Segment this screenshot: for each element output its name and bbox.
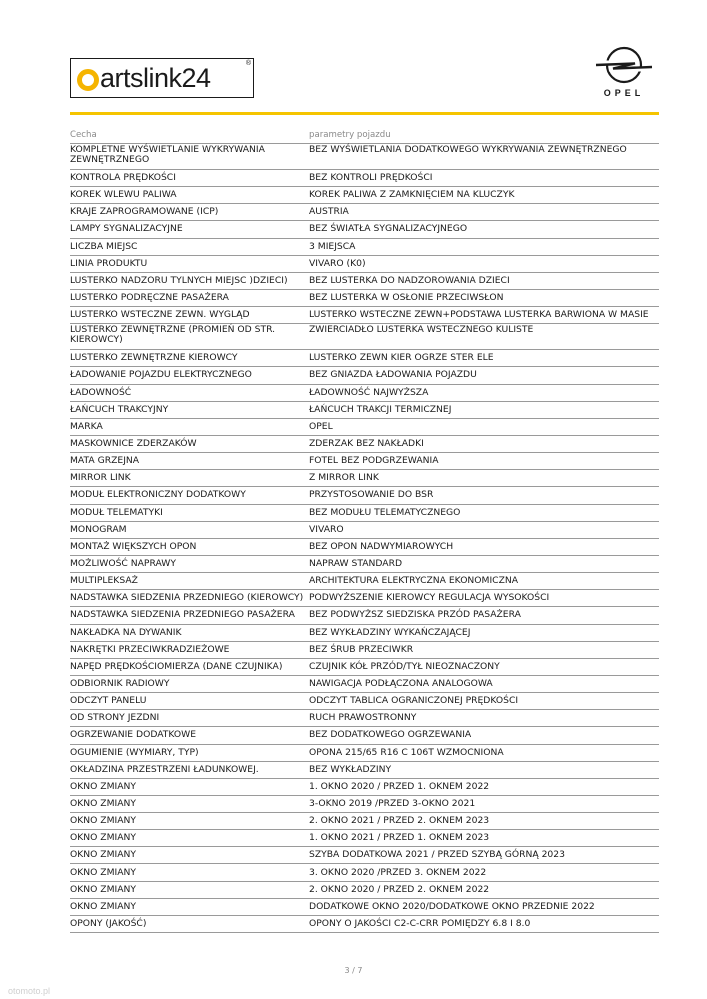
feature-cell: NADSTAWKA SIEDZENIA PRZEDNIEGO PASAŻERA bbox=[70, 609, 295, 621]
value-cell: BEZ GNIAZDA ŁADOWANIA POJAZDU bbox=[309, 369, 477, 381]
table-row bbox=[70, 367, 659, 384]
feature-cell: OKŁADZINA PRZESTRZENI ŁADUNKOWEJ. bbox=[70, 763, 259, 775]
feature-cell: LUSTERKO ZEWNĘTRZNE KIEROWCY bbox=[70, 352, 238, 364]
feature-cell: OKNO ZMIANY bbox=[70, 815, 136, 827]
value-cell: 1. OKNO 2020 / PRZED 1. OKNEM 2022 bbox=[309, 780, 490, 792]
table-row bbox=[70, 590, 659, 607]
feature-cell: OKNO ZMIANY bbox=[70, 832, 136, 844]
feature-cell: NAKŁADKA NA DYWANIK bbox=[70, 626, 182, 638]
table-row bbox=[70, 916, 659, 933]
table-row bbox=[70, 642, 659, 659]
watermark: otomoto.pl bbox=[8, 986, 51, 996]
value-cell: NAWIGACJA PODŁĄCZONA ANALOGOWA bbox=[309, 678, 493, 689]
value-cell: NAPRAW STANDARD bbox=[309, 558, 403, 570]
table-row bbox=[70, 676, 659, 693]
table-row bbox=[70, 830, 659, 847]
table-row bbox=[70, 573, 659, 590]
table-row bbox=[70, 487, 659, 504]
value-cell: PODWYŻSZENIE KIEROWCY REGULACJA WYSOKOŚCI bbox=[309, 592, 550, 604]
feature-cell: NADSTAWKA SIEDZENIA PRZEDNIEGO (KIEROWCY) bbox=[70, 592, 304, 604]
table-row bbox=[70, 290, 659, 307]
value-cell: DODATKOWE OKNO 2020/DODATKOWE OKNO PRZEDNIE 2022 bbox=[309, 900, 595, 912]
table-row bbox=[70, 864, 659, 881]
column-header-feature: Cecha bbox=[70, 130, 97, 140]
value-cell: BEZ PODWYŻSZ SIEDZISKA PRZÓD PASAŻERA bbox=[309, 609, 521, 621]
value-cell: ŁADOWNOŚĆ NAJWYŻSZA bbox=[309, 386, 429, 398]
table-header bbox=[70, 127, 659, 144]
value-cell: BEZ OPON NADWYMIAROWYCH bbox=[309, 540, 454, 552]
registered-mark: ® bbox=[245, 60, 251, 67]
table-row bbox=[70, 307, 659, 324]
table-row bbox=[70, 470, 659, 487]
value-cell: OPONA 215/65 R16 C 106T WZMOCNIONA bbox=[309, 746, 504, 758]
feature-cell: NAKRĘTKI PRZECIWKRADZIEŻOWE bbox=[70, 643, 230, 655]
feature-cell: LUSTERKO WSTECZNE ZEWN. WYGLĄD bbox=[70, 309, 250, 321]
feature-cell: OKNO ZMIANY bbox=[70, 780, 136, 792]
feature-cell: KOREK WLEWU PALIWA bbox=[70, 189, 177, 201]
header-rule bbox=[70, 112, 659, 115]
column-header-vehicle-params: parametry pojazdu bbox=[309, 130, 391, 140]
feature-cell: MOŻLIWOŚĆ NAPRAWY bbox=[70, 558, 176, 570]
value-cell: BEZ DODATKOWEGO OGRZEWANIA bbox=[309, 729, 472, 741]
table-row bbox=[70, 625, 659, 642]
feature-cell: ŁADOWNOŚĆ bbox=[70, 386, 132, 398]
parameters-table bbox=[70, 127, 659, 933]
value-cell: LUSTERKO WSTECZNE ZEWN+PODSTAWA LUSTERKA BARWIONA W MASIE bbox=[309, 309, 649, 321]
value-cell: KOREK PALIWA Z ZAMKNIĘCIEM NA KLUCZYK bbox=[309, 189, 515, 201]
feature-cell: OGRZEWANIE DODATKOWE bbox=[70, 729, 197, 741]
opel-wordmark: OPEL bbox=[603, 88, 645, 98]
table-row bbox=[70, 187, 659, 204]
opel-logo bbox=[594, 46, 654, 102]
value-cell: OPEL bbox=[309, 420, 333, 432]
feature-cell: KONTROLA PRĘDKOŚCI bbox=[70, 172, 176, 184]
feature-cell: ODCZYT PANELU bbox=[70, 695, 147, 707]
feature-cell: OKNO ZMIANY bbox=[70, 797, 136, 809]
table-row bbox=[70, 170, 659, 187]
value-cell: BEZ MODUŁU TELEMATYCZNEGO bbox=[309, 506, 461, 518]
table-row bbox=[70, 762, 659, 779]
logo-text: artslink24 bbox=[100, 62, 211, 93]
table-row bbox=[70, 539, 659, 556]
feature-cell: OKNO ZMIANY bbox=[70, 866, 136, 878]
table-row bbox=[70, 522, 659, 539]
value-cell: 3 MIEJSCA bbox=[309, 240, 356, 252]
feature-cell: OKNO ZMIANY bbox=[70, 849, 136, 861]
value-cell: BEZ WYKŁADZINY WYKAŃCZAJĄCEJ bbox=[309, 626, 471, 638]
table-row bbox=[70, 350, 659, 367]
value-cell: FOTEL BEZ PODGRZEWANIA bbox=[309, 455, 439, 467]
feature-cell: LAMPY SYGNALIZACYJNE bbox=[70, 223, 183, 235]
feature-cell: MASKOWNICE ZDERZAKÓW bbox=[70, 438, 197, 450]
feature-cell: MATA GRZEJNA bbox=[70, 455, 140, 467]
table-row bbox=[70, 239, 659, 256]
table-row bbox=[70, 556, 659, 573]
opel-blitz-icon bbox=[595, 46, 653, 84]
page-number: 3 / 7 bbox=[344, 966, 363, 975]
feature-cell: MODUŁ ELEKTRONICZNY DODATKOWY bbox=[70, 489, 246, 501]
table-row bbox=[70, 324, 659, 350]
feature-cell: OKNO ZMIANY bbox=[70, 900, 136, 912]
value-cell: ZDERZAK BEZ NAKŁADKI bbox=[309, 438, 424, 450]
value-cell: ZWIERCIADŁO LUSTERKA WSTECZNEGO KULISTE bbox=[309, 324, 534, 336]
value-cell: 2. OKNO 2020 / PRZED 2. OKNEM 2022 bbox=[309, 883, 490, 895]
feature-cell: MODUŁ TELEMATYKI bbox=[70, 506, 163, 518]
table-row bbox=[70, 745, 659, 762]
table-row bbox=[70, 505, 659, 522]
value-cell: LUSTERKO ZEWN KIER OGRZE STER ELE bbox=[309, 352, 494, 364]
value-cell: 2. OKNO 2021 / PRZED 2. OKNEM 2023 bbox=[309, 815, 490, 827]
logo-ring-icon bbox=[77, 69, 99, 91]
feature-cell: LUSTERKO ZEWNĘTRZNE (PROMIEŃ OD STR. KIEROWCY) bbox=[70, 324, 276, 346]
table-row bbox=[70, 779, 659, 796]
feature-cell: MONTAŻ WIĘKSZYCH OPON bbox=[70, 540, 197, 552]
feature-cell: NAPĘD PRĘDKOŚCIOMIERZA (DANE CZUJNIKA) bbox=[70, 660, 283, 672]
partslink24-logo bbox=[70, 58, 254, 98]
value-cell: SZYBA DODATKOWA 2021 / PRZED SZYBĄ GÓRNĄ 2023 bbox=[309, 849, 565, 861]
feature-cell: KOMPLETNE WYŚWIETLANIE WYKRYWANIA ZEWNĘTRZNEGO bbox=[70, 144, 265, 165]
table-row bbox=[70, 710, 659, 727]
value-cell: ARCHITEKTURA ELEKTRYCZNA EKONOMICZNA bbox=[309, 575, 519, 587]
table-row bbox=[70, 659, 659, 676]
table-row bbox=[70, 899, 659, 916]
table-row bbox=[70, 436, 659, 453]
feature-cell: KRAJE ZAPROGRAMOWANE (ICP) bbox=[70, 206, 219, 218]
feature-cell: MARKA bbox=[70, 420, 103, 432]
value-cell: VIVARO bbox=[309, 523, 344, 535]
table-row bbox=[70, 402, 659, 419]
feature-cell: MONOGRAM bbox=[70, 523, 127, 535]
feature-cell: LICZBA MIEJSC bbox=[70, 240, 138, 252]
feature-cell: MULTIPLEKSAŻ bbox=[70, 575, 138, 587]
table-row bbox=[70, 882, 659, 899]
value-cell: BEZ WYŚWIETLANIA DODATKOWEGO WYKRYWANIA ZEWNĘTRZNEGO bbox=[309, 144, 627, 155]
table-row bbox=[70, 256, 659, 273]
value-cell: BEZ ŚRUB PRZECIWKR bbox=[309, 643, 414, 655]
feature-cell: OD STRONY JEZDNI bbox=[70, 712, 160, 724]
feature-cell: OPONY (JAKOŚĆ) bbox=[70, 917, 147, 929]
feature-cell: ODBIORNIK RADIOWY bbox=[70, 678, 170, 689]
value-cell: BEZ WYKŁADZINY bbox=[309, 763, 392, 775]
table-row bbox=[70, 813, 659, 830]
feature-cell: LUSTERKO NADZORU TYLNYCH MIEJSC )DZIECI) bbox=[70, 274, 288, 286]
feature-cell: OKNO ZMIANY bbox=[70, 883, 136, 895]
feature-cell: ŁADOWANIE POJAZDU ELEKTRYCZNEGO bbox=[70, 369, 252, 381]
value-cell: 3. OKNO 2020 /PRZED 3. OKNEM 2022 bbox=[309, 866, 487, 878]
value-cell: ŁAŃCUCH TRAKCJI TERMICZNEJ bbox=[309, 403, 452, 415]
value-cell: BEZ LUSTERKA W OSŁONIE PRZECIWSŁON bbox=[309, 292, 504, 304]
feature-cell: LUSTERKO PODRĘCZNE PASAŻERA bbox=[70, 292, 229, 304]
value-cell: VIVARO (K0) bbox=[309, 257, 366, 269]
page-header bbox=[0, 0, 707, 120]
value-cell: AUSTRIA bbox=[309, 206, 349, 218]
table-row bbox=[70, 221, 659, 238]
table-row bbox=[70, 607, 659, 624]
value-cell: OPONY O JAKOŚCI C2-C-CRR POMIĘDZY 6.8 I 8.0 bbox=[309, 917, 531, 929]
value-cell: 3-OKNO 2019 /PRZED 3-OKNO 2021 bbox=[309, 797, 476, 809]
value-cell: Z MIRROR LINK bbox=[309, 472, 379, 484]
value-cell: RUCH PRAWOSTRONNY bbox=[309, 712, 417, 724]
feature-cell: LINIA PRODUKTU bbox=[70, 257, 148, 269]
table-row bbox=[70, 453, 659, 470]
feature-cell: OGUMIENIE (WYMIARY, TYP) bbox=[70, 746, 199, 758]
value-cell: BEZ LUSTERKA DO NADZOROWANIA DZIECI bbox=[309, 274, 510, 286]
table-row bbox=[70, 727, 659, 744]
table-row bbox=[70, 847, 659, 864]
value-cell: BEZ KONTROLI PRĘDKOŚCI bbox=[309, 172, 433, 184]
value-cell: PRZYSTOSOWANIE DO BSR bbox=[309, 489, 434, 501]
feature-cell: ŁAŃCUCH TRAKCYJNY bbox=[70, 403, 169, 415]
value-cell: CZUJNIK KÓŁ PRZÓD/TYŁ NIEOZNACZONY bbox=[309, 660, 500, 672]
value-cell: ODCZYT TABLICA OGRANICZONEJ PRĘDKOŚCI bbox=[309, 695, 519, 707]
table-row bbox=[70, 796, 659, 813]
table-row bbox=[70, 144, 659, 170]
table-row bbox=[70, 693, 659, 710]
table-row bbox=[70, 419, 659, 436]
feature-cell: MIRROR LINK bbox=[70, 472, 131, 484]
value-cell: BEZ ŚWIATŁA SYGNALIZACYJNEGO bbox=[309, 223, 468, 235]
table-body bbox=[70, 144, 659, 933]
value-cell: 1. OKNO 2021 / PRZED 1. OKNEM 2023 bbox=[309, 832, 490, 844]
table-row bbox=[70, 385, 659, 402]
table-row bbox=[70, 273, 659, 290]
table-row bbox=[70, 204, 659, 221]
